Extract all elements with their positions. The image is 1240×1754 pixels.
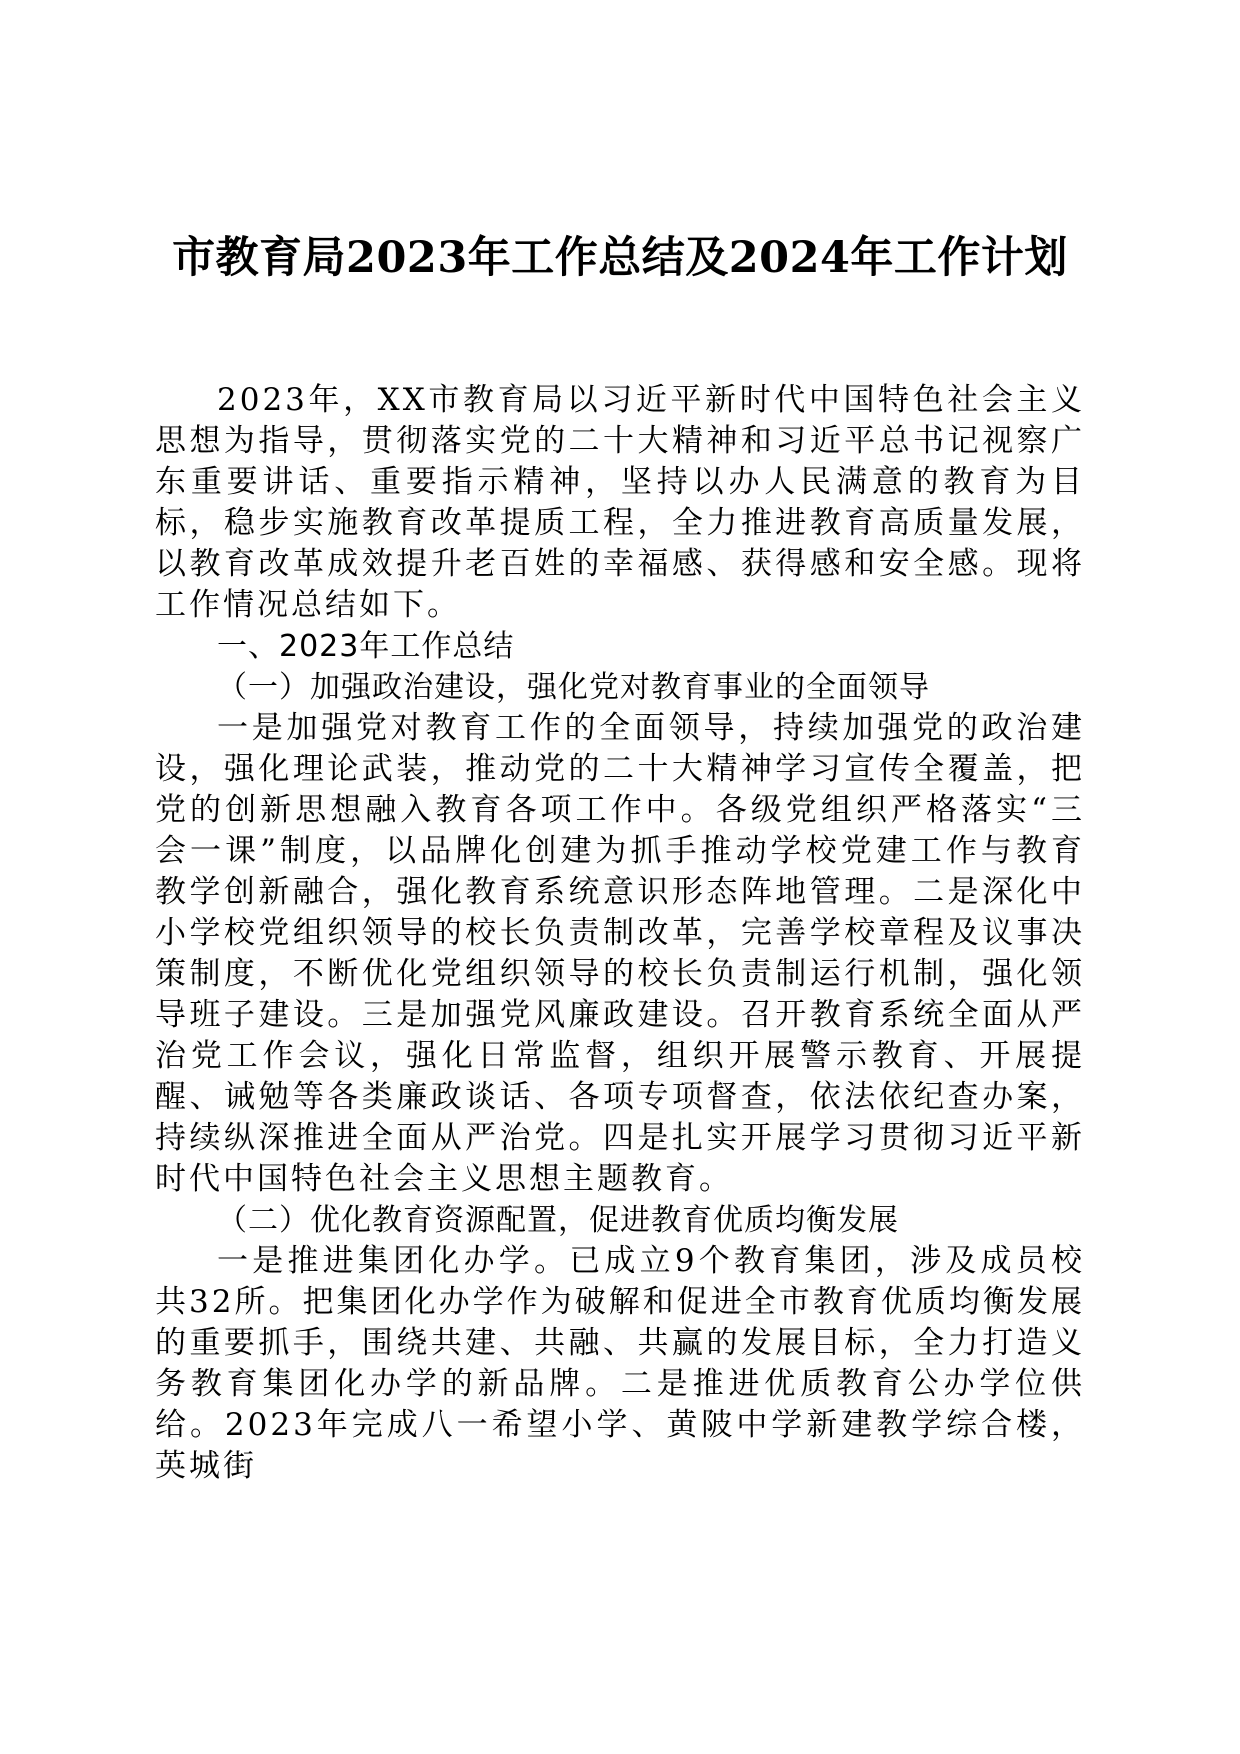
intro-paragraph: 2023年，XX市教育局以习近平新时代中国特色社会主义思想为指导，贯彻落实党的二十大精神和习近平总书记视察广东重要讲话、重要指示精神，坚持以办人民满意的教育为目标，稳步实施教育改革提质工程，全力推进教育高质量发展，以教育改革成效提升老百姓的幸福感、获得感和安全感。现将工作情况总结如下。 (155, 382, 1085, 623)
document-title: 市教育局2023年工作总结及2024年工作计划 (172, 233, 1068, 283)
subsection-heading-resource-allocation: （二）优化教育资源配置，促进教育优质均衡发展 (217, 1203, 899, 1238)
subsection-heading-political-building: （一）加强政治建设，强化党对教育事业的全面领导 (217, 670, 930, 705)
document-body (155, 380, 1085, 1487)
subsection-paragraph-resource-allocation: 一是推进集团化办学。已成立9个教育集团，涉及成员校共32所。把集团化办学作为破解和促进全市教育优质均衡发展的重要抓手，围绕共建、共融、共赢的发展目标，全力打造义务教育集团化办学的新品牌。二是推进优质教育公办学位供给。2023年完成八一希望小学、黄陂中学新建教学综合楼，英城街 (155, 1243, 1085, 1484)
section-heading-summary-2023: 一、2023年工作总结 (217, 629, 515, 664)
subsection-paragraph-political-building: 一是加强党对教育工作的全面领导，持续加强党的政治建设，强化理论武装，推动党的二十大精神学习宣传全覆盖，把党的创新思想融入教育各项工作中。各级党组织严格落实“三会一课”制度，以品牌化创建为抓手推动学校党建工作与教育教学创新融合，强化教育系统意识形态阵地管理。二是深化中小学校党组织领导的校长负责制改革，完善学校章程及议事决策制度，不断优化党组织领导的校长负责制运行机制，强化领导班子建设。三是加强党风廉政建设。召开教育系统全面从严治党工作会议，强化日常监督，组织开展警示教育、开展提醒、诫勉等各类廉政谈话、各项专项督查，依法依纪查办案，持续纵深推进全面从严治党。四是扎实开展学习贯彻习近平新时代中国特色社会主义思想主题教育。 (155, 710, 1085, 1197)
